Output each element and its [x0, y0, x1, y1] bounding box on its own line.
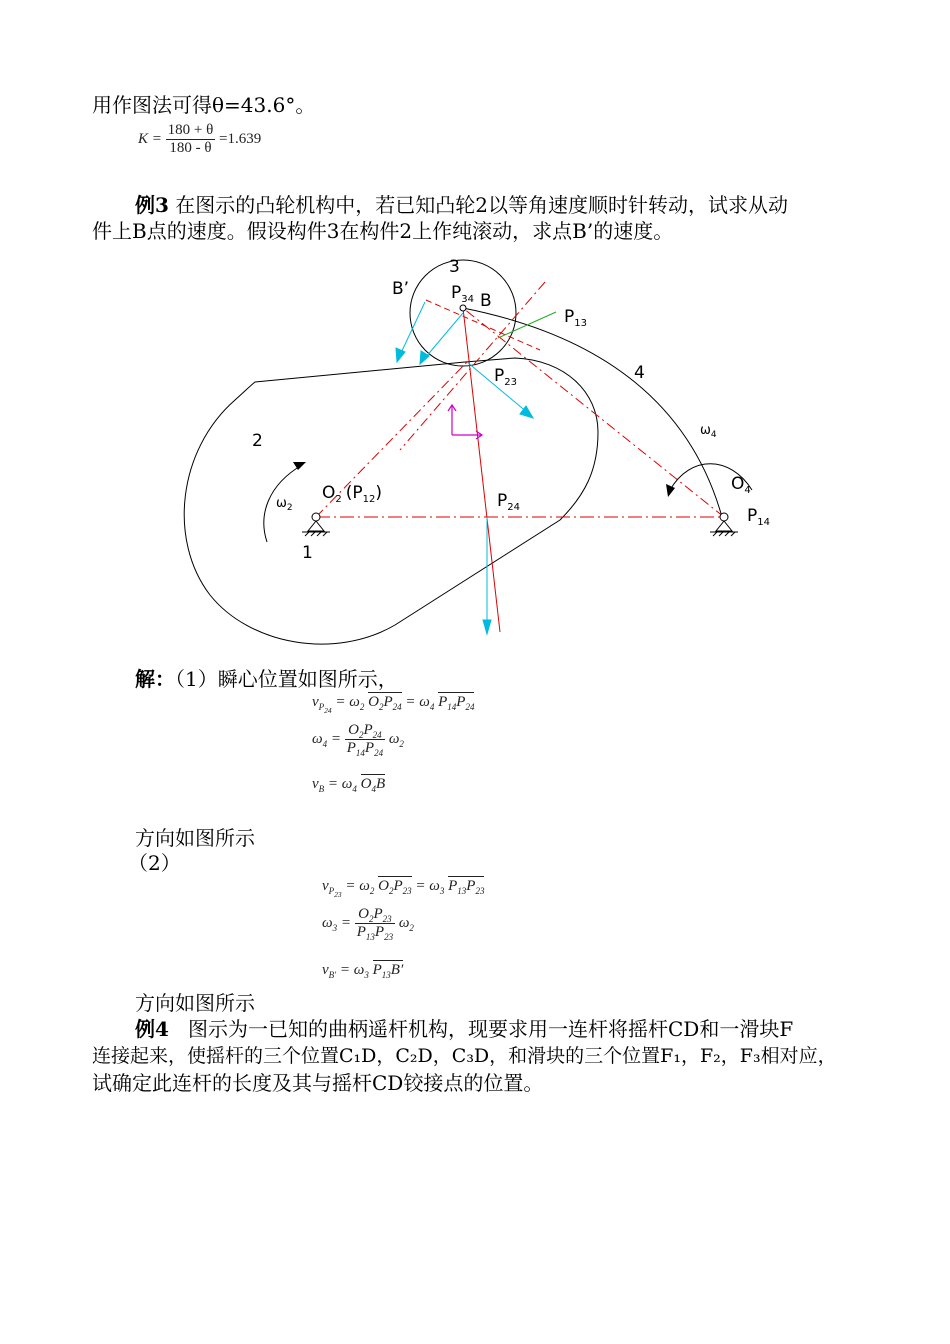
solution-step1: 解：（1）瞬心位置如图所示， [135, 667, 398, 691]
example3-line1: 例3 在图示的凸轮机构中，若已知凸轮2以等角速度顺时针转动，试求从动 [135, 193, 789, 217]
example4-line2: 连接起来，使摇杆的三个位置C₁D，C₂D，C₃D，和滑块的三个位置F₁，F₂，F₃相对应， [92, 1045, 837, 1067]
direction2: 方向如图所示 [135, 991, 255, 1015]
step2: （2） [128, 851, 181, 875]
eq-vp23: $v_{P_{23}} = \omega_2$ $O_2P_{23} = \omega_3$ $P_{13}P_{23}$ [322, 878, 485, 899]
example3-label: 例3 [135, 193, 169, 217]
p13-leader [498, 312, 556, 338]
label-o2-p12: $O_2$ $(P_{12})$ [322, 483, 383, 505]
example4-line3: 试确定此连杆的长度及其与摇杆CD铰接点的位置。 [92, 1071, 544, 1095]
line-normal [463, 308, 500, 632]
label-4: 4 [634, 363, 645, 383]
eq-vb: $v_B = \omega_4$ $O_4B$ [312, 776, 386, 794]
k-numerator: 180 + θ [167, 122, 214, 138]
k-lhs: K = [138, 130, 162, 147]
label-b-prime: B’ [392, 279, 410, 299]
direction1: 方向如图所示 [135, 826, 255, 850]
vb-arrow [425, 313, 463, 358]
eq-vb-prime: $v_{B'} = \omega_3$ $P_{13}B'$ [322, 962, 404, 980]
vb-prime-arrow [400, 302, 425, 355]
label-p34: $P_{34}$ [451, 283, 474, 305]
line-o4-p34 [463, 308, 724, 517]
eq-vp24: $v_{P_{24}} = \omega_2$ $O_2P_{24} = \omega_4$ $P_{14}P_{24}$ [312, 694, 475, 715]
pivot-o2-icon [302, 513, 330, 536]
eq-omega3: $\omega_3$ = $\frac{O_2P_{23}}{P_{13}P_{23}}$ $\omega_2$ [322, 906, 414, 942]
eq-omega4: $\omega_4$ = $\frac{O_2P_{24}}{P_{14}P_{24}}$ $\omega_2$ [312, 722, 404, 758]
example3-line2: 件上B点的速度。假设构件3在构件2上作纯滚动，求点B’的速度。 [92, 219, 674, 243]
cam-outline [184, 358, 598, 644]
point-b-icon [460, 305, 466, 311]
label-2: 2 [252, 431, 263, 451]
cam-mechanism-figure [0, 250, 950, 650]
example4-line1: 例4 图示为一已知的曲柄遥杆机构，现要求用一连杆将摇杆CD和一滑块F [135, 1017, 794, 1041]
solution-label: 解： [135, 667, 175, 691]
label-1: 1 [302, 543, 313, 563]
k-rhs: =1.639 [219, 130, 262, 147]
example4-label: 例4 [135, 1017, 169, 1041]
label-b: B [480, 291, 492, 311]
label-3: 3 [449, 257, 460, 277]
pivot-o4-icon [710, 513, 738, 536]
label-p14: $P_{14}$ [747, 506, 770, 528]
label-p13: $P_{13}$ [564, 307, 587, 329]
label-omega4: $\omega_4$ [700, 423, 717, 440]
k-formula [138, 122, 261, 157]
label-omega2: $\omega_2$ [276, 496, 293, 513]
k-denominator: 180 - θ [169, 140, 212, 156]
intro-line: 用作图法可得θ=43.6°。 [92, 93, 316, 117]
label-p24: $P_{24}$ [497, 491, 520, 513]
label-p23: $P_{23}$ [494, 366, 517, 388]
label-o4: $O_4$ [731, 474, 751, 496]
